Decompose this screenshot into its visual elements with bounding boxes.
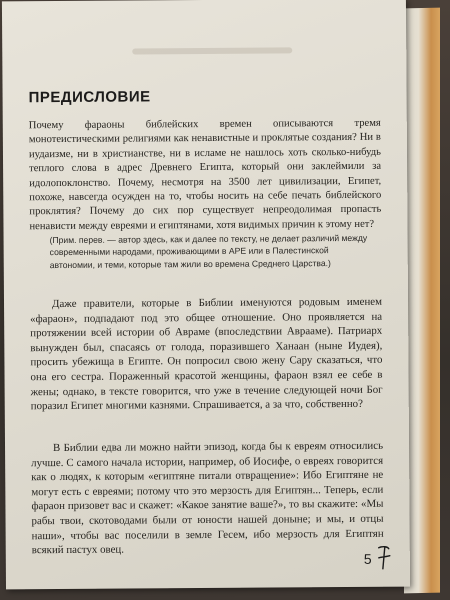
page-number: 5 (363, 550, 372, 567)
translator-note: (Прим. перев. — автор здесь, как и далее по тексту, не делает различий между современными народами, проживающими в АРЕ или в Палестинской автономии, и теми, которые там жили во времена Среднего Царства.) (49, 232, 368, 270)
paragraph-2: Даже правители, которые в Библии именуются родовым именем «фараон», подпадают под это общее отношение. Оно проявляется на протяжении всей истории об Авраме (впоследствии Аврааме). Патриарх вынужден был, спасаясь от голода, поразившего Ханаан (ныне Иудея), просить убежища в Египте. Он попросил свою жену Сару сказаться, что она его сестра. Пораженный красотой женщины, фараон взял ее себе в жены; однако, в тексте говорится, что уже в течение следующей ночи Бог поразил Египет многими казнями. Спрашивается, а за что, собственно? (30, 295, 383, 413)
handwritten-pen-mark-icon (377, 545, 391, 571)
faded-running-head (132, 47, 292, 54)
book-page (2, 0, 410, 589)
chapter-heading: ПРЕДИСЛОВИЕ (28, 88, 151, 107)
paragraph-3: В Библии едва ли можно найти эпизод, когда бы к евреям относились лучше. С самого начала истории, например, об Иосифе, о евреях говорится как о людях, к которым «египтяне питали отвращение»: Ибо Египтяне не могут есть с евреями; потому что это мерзость для Египтян... Теперь, если фараон призовет вас и скажет: «Какое занятие ваше?», то вы скажите: «Мы рабы твои, скотоводами были от юности нашей доныне; и мы, и отцы наши», чтобы вас поселили в земле Гесем, ибо мерзость для Египтян всякий пастух овец. (31, 439, 384, 557)
paragraph-1: Почему фараоны библейских времен описываются тремя монотеистическими религиями как ненавистные и проклятые создания? Ни в иудаизме, ни в христианстве, ни в исламе не нашлось хоть сколько-нибудь теплого слова в адрес Древнего Египта, который они заклеймили за идолопоклонство. Почему, несмотря на 3500 лет цивилизации, Египет, похоже, навсегда осужден на то, чтобы носить на себе печать библейского проклятия? Почему до сих пор существует непреодолимая пропасть ненависти между евреями и египтянами, хотя видимых причин к этому нет? (28, 117, 382, 233)
